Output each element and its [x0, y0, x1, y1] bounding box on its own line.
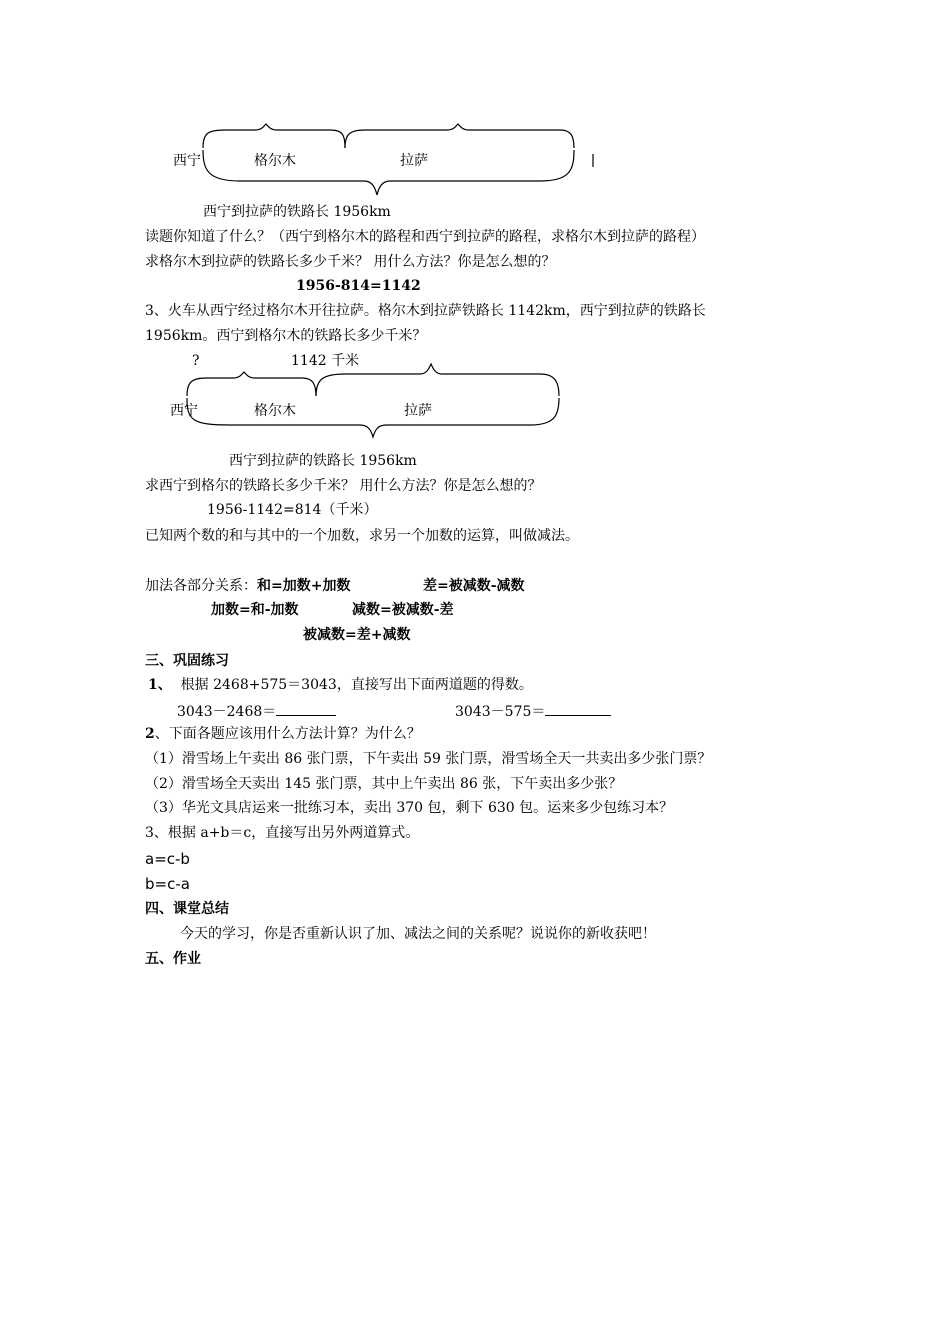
brace-unknown-segment	[187, 372, 316, 396]
exercise-2-item-3: （3）华光文具店运来一批练习本，卖出 370 包，剩下 630 包。运来多少包练习本？	[145, 800, 674, 816]
exercise-1-b	[455, 701, 611, 721]
relations-intro-label: 加法各部分关系：	[145, 578, 257, 594]
exercise-3: 3、根据 a+b＝c，直接写出另外两道算式。	[145, 825, 420, 841]
section-4-title: 四、课堂总结	[145, 901, 229, 917]
exercise-2-title-text: 、下面各题应该用什么方法计算？为什么？	[154, 726, 421, 742]
paragraph-reading: 读题你知道了什么？（西宁到格尔木的路程和西宁到拉萨的路程，求格尔木到拉萨的路程）	[145, 229, 705, 245]
exercise-2-title	[145, 725, 421, 743]
diagram2-label-xining: 西宁	[170, 403, 198, 419]
paragraph-question: 求格尔木到拉萨的铁路长多少千米？ 用什么方法？你是怎么想的？	[145, 254, 556, 270]
exercise-2-number: 2	[145, 726, 155, 742]
exercise-1-b-text: 3043－575＝	[455, 704, 546, 720]
diagram1-label-geermu: 格尔木	[254, 153, 296, 169]
relation-sum: 和=加数+加数	[257, 578, 351, 594]
question-3-line-1: 3、火车从西宁经过格尔木开往拉萨。格尔木到拉萨铁路长 1142km，西宁到拉萨的铁路长	[145, 303, 706, 319]
exercise-3-answer-a: a=c-b	[145, 850, 190, 868]
section-3-title: 三、巩固练习	[145, 653, 229, 669]
equation-1: 1956-814=1142	[296, 278, 421, 294]
exercise-1-number: 1、	[148, 677, 172, 693]
railway-diagram-2	[0, 0, 950, 460]
question-3-line-2: 1956km。西宁到格尔木的铁路长多少千米？	[145, 328, 427, 344]
answer-blank-a[interactable]	[276, 701, 336, 716]
diagram1-label-lasa: 拉萨	[400, 153, 428, 169]
brace-total-2	[187, 398, 559, 437]
relation-difference: 差=被减数-减数	[423, 578, 525, 594]
exercise-1-a-text: 3043－2468＝	[177, 704, 277, 720]
relation-subtrahend: 减数=被减数-差	[352, 602, 454, 618]
exercise-1	[148, 676, 533, 694]
diagram2-label-unknown: ?	[192, 353, 200, 369]
paragraph-question-2: 求西宁到格尔的铁路长多少千米？ 用什么方法？你是怎么想的？	[145, 478, 542, 494]
exercise-2-item-1: （1）滑雪场上午卖出 86 张门票，下午卖出 59 张门票，滑雪场全天一共卖出多少张门票？	[145, 751, 712, 767]
diagram2-label-lasa: 拉萨	[404, 403, 432, 419]
diagram2-caption: 西宁到拉萨的铁路长 1956km	[229, 453, 417, 469]
exercise-1-a	[177, 701, 336, 721]
subtraction-definition: 已知两个数的和与其中的一个加数，求另一个加数的运算，叫做减法。	[145, 528, 579, 544]
exercise-2-item-2: （2）滑雪场全天卖出 145 张门票，其中上午卖出 86 张，下午卖出多少张？	[145, 776, 623, 792]
relation-minuend: 被减数=差+减数	[303, 627, 411, 643]
relations-intro	[145, 577, 350, 595]
exercise-3-answer-b: b=c-a	[145, 875, 190, 893]
equation-2: 1956-1142=814（千米）	[207, 502, 378, 518]
relation-addend: 加数=和-加数	[211, 602, 299, 618]
diagram1-caption: 西宁到拉萨的铁路长 1956km	[203, 204, 391, 220]
diagram2-label-known: 1142 千米	[291, 353, 360, 369]
exercise-1-text: 根据 2468+575＝3043，直接写出下面两道题的得数。	[180, 677, 533, 693]
summary-text: 今天的学习，你是否重新认识了加、减法之间的关系呢？说说你的新收获吧！	[180, 926, 656, 942]
section-5-title: 五、作业	[145, 951, 201, 967]
answer-blank-b[interactable]	[545, 701, 611, 716]
diagram2-label-geermu: 格尔木	[254, 403, 296, 419]
diagram1-label-xining: 西宁	[173, 153, 201, 169]
